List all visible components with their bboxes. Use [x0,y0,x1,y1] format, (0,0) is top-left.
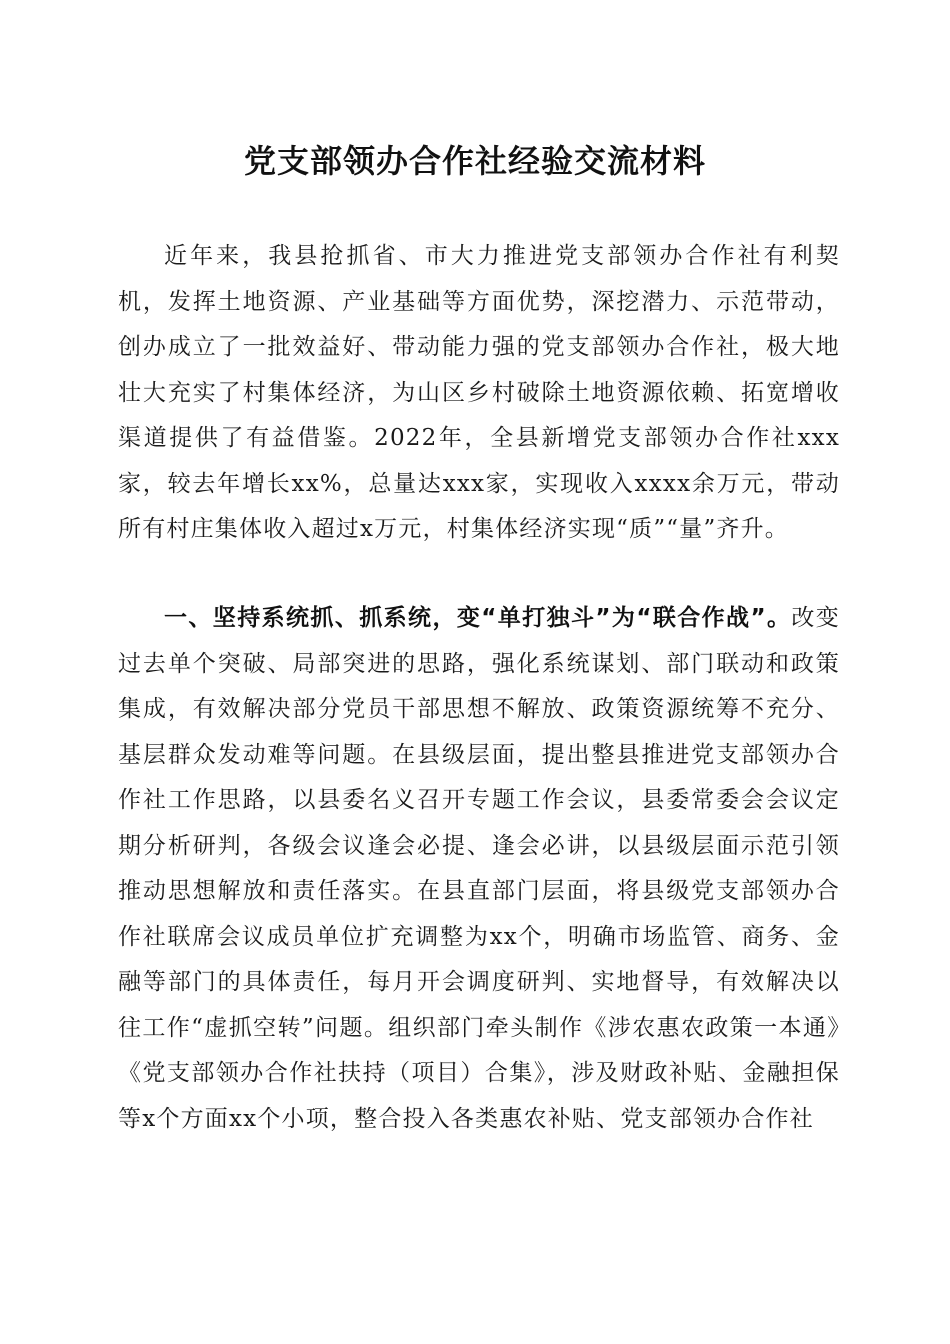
document-title: 党支部领办合作社经验交流材料 [243,142,706,180]
section-1-body: 改变过去单个突破、局部突进的思路，强化系统谋划、部门联动和政策集成，有效解决部分党员干部思想不解放、政策资源统筹不充分、基层群众发动难等问题。在县级层面，提出整县推进党支部领办合作社工作思路，以县委名义召开专题工作会议，县委常委会会议定期分析研判，各级会议逢会必提、逢会必讲，以县级层面示范引领推动思想解放和责任落实。在县直部门层面，将县级党支部领办合作社联席会议成员单位扩充调整为xx个，明确市场监管、商务、金融等部门的具体责任，每月开会调度研判、实地督导，有效解决以往工作“虚抓空转”问题。组织部门牵头制作《涉农惠农政策一本通》《党支部领办合作社扶持（项目）合集》，涉及财政补贴、金融担保等x个方面xx个小项，整合投入各类惠农补贴、党支部领办合作社 [118,605,840,1132]
section-1-heading: 一、坚持系统抓、抓系统，变“单打独斗”为“联合作战”。 [164,605,792,631]
section-1-paragraph [118,596,840,1142]
intro-paragraph: 近年来，我县抢抓省、市大力推进党支部领办合作社有利契机，发挥土地资源、产业基础等方面优势，深挖潜力、示范带动，创办成立了一批效益好、带动能力强的党支部领办合作社，极大地壮大充实了村集体经济，为山区乡村破除土地资源依赖、拓宽增收渠道提供了有益借鉴。2022年，全县新增党支部领办合作社xxx家，较去年增长xx%，总量达xxx家，实现收入xxxx余万元，带动所有村庄集体收入超过x万元，村集体经济实现“质”“量”齐升。 [118,243,840,542]
